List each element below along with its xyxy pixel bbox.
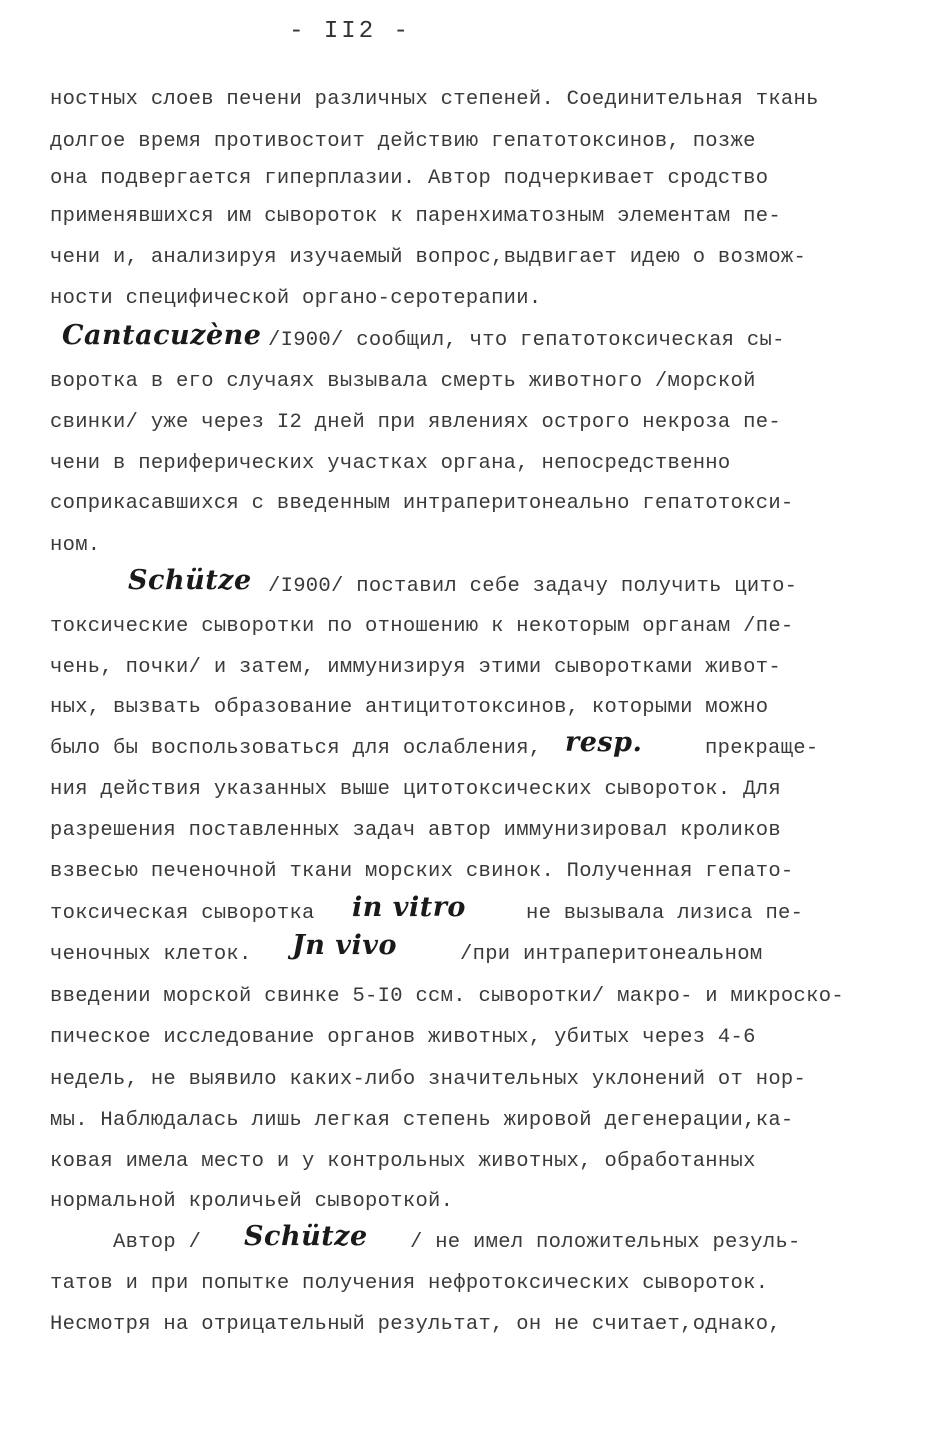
text-line: ковая имела место и у контрольных животных, обработанных xyxy=(50,1150,756,1173)
text-line: /при интраперитонеальном xyxy=(460,943,763,966)
text-line: чени и, анализируя изучаемый вопрос,выдвигает идею о возмож- xyxy=(50,246,807,269)
text-line: не вызывала лизиса пе- xyxy=(526,902,804,925)
text-line: Несмотря на отрицательный результат, он не считает,однако, xyxy=(50,1313,781,1336)
handwritten-term: resp. xyxy=(565,727,643,758)
text-line: токсические сыворотки по отношению к некоторым органам /пе- xyxy=(50,615,794,638)
text-line: мы. Наблюдалась лишь легкая степень жировой дегенерации,ка- xyxy=(50,1109,794,1132)
text-line: Автор / xyxy=(113,1231,202,1254)
text-line: ностных слоев печени различных степеней. Соединительная ткань xyxy=(50,88,819,111)
text-line: введении морской свинке 5-I0 ccм. сыворотки/ макро- и микроско- xyxy=(50,985,844,1008)
text-line: долгое время противостоит действию гепатотоксинов, позже xyxy=(50,130,756,153)
text-line: татов и при попытке получения нефротоксических сывороток. xyxy=(50,1272,769,1295)
handwritten-term: Jn vivo xyxy=(292,930,397,961)
handwritten-author-name: Schütze xyxy=(128,565,252,596)
text-line: было бы воспользоваться для ослабления, xyxy=(50,737,542,760)
text-line: /I900/ сообщил, что гепатотоксическая сы- xyxy=(268,329,785,352)
text-line: ния действия указанных выше цитотоксических сывороток. Для xyxy=(50,778,781,801)
text-line: / не имел положительных резуль- xyxy=(410,1231,801,1254)
text-line: нормальной кроличьей сывороткой. xyxy=(50,1190,454,1213)
page-number: - II2 - xyxy=(289,18,411,45)
text-line: применявшихся им сывороток к паренхиматозным элементам пе- xyxy=(50,205,781,228)
text-line: пическое исследование органов животных, убитых через 4-6 xyxy=(50,1026,756,1049)
handwritten-author-name: Cantacuzène xyxy=(62,320,262,351)
text-line: ных, вызвать образование антицитотоксинов, которыми можно xyxy=(50,696,769,719)
text-line: недель, не выявило каких-либо значительных уклонений от нор- xyxy=(50,1068,807,1091)
handwritten-author-name: Schütze xyxy=(244,1221,368,1252)
text-line: разрешения поставленных задач автор иммунизировал кроликов xyxy=(50,819,781,842)
text-line: свинки/ уже через I2 дней при явлениях острого некроза пе- xyxy=(50,411,781,434)
text-line: ченочных клеток. xyxy=(50,943,252,966)
text-line: соприкасавшихся с введенным интраперитонеально гепатотокси- xyxy=(50,492,794,515)
text-line: чени в периферических участках органа, непосредственно xyxy=(50,452,731,475)
text-line: токсическая сыворотка xyxy=(50,902,315,925)
text-line: /I900/ поставил себе задачу получить цито- xyxy=(268,575,798,598)
text-line: она подвергается гиперплазии. Автор подчеркивает сродство xyxy=(50,167,769,190)
text-line: взвесью печеночной ткани морских свинок. Полученная гепато- xyxy=(50,860,794,883)
text-line: прекраще- xyxy=(705,737,819,760)
text-line: ном. xyxy=(50,534,101,557)
text-line: воротка в его случаях вызывала смерть животного /морской xyxy=(50,370,756,393)
handwritten-term: in vitro xyxy=(352,892,466,923)
text-line: чень, почки/ и затем, иммунизируя этими сыворотками живот- xyxy=(50,656,781,679)
text-line: ности специфической органо-серотерапии. xyxy=(50,287,542,310)
